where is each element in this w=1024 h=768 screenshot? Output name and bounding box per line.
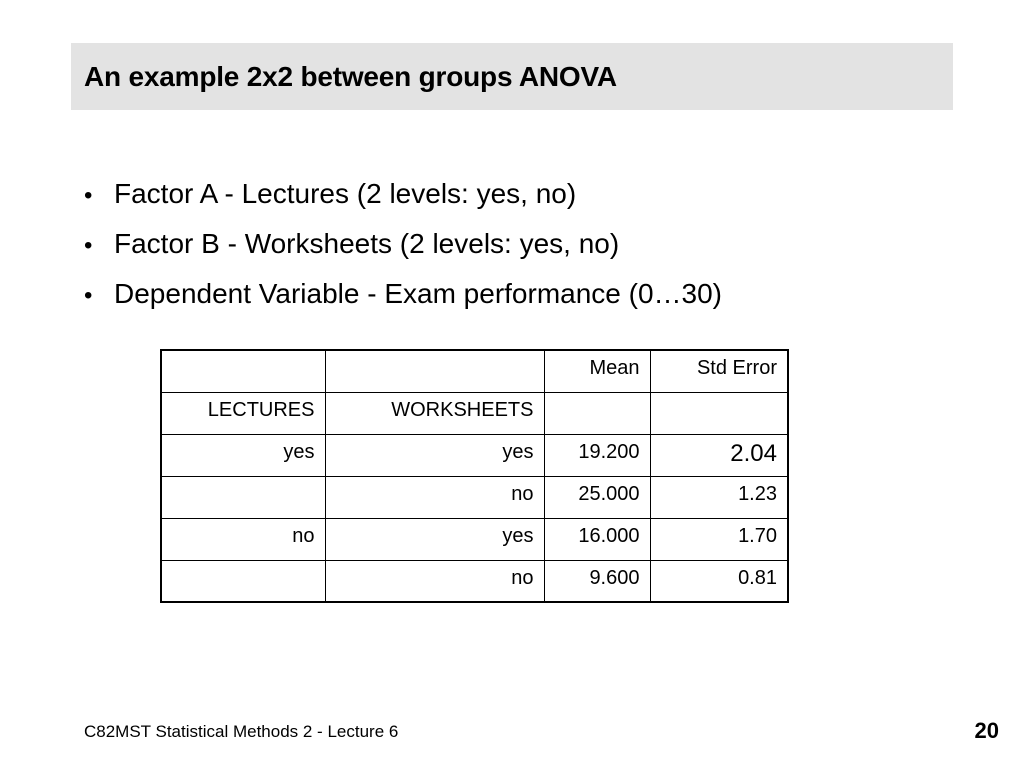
- column-header-std-error: Std Error: [650, 350, 788, 392]
- title-bar: [71, 43, 953, 110]
- bullet-icon: •: [84, 182, 93, 209]
- bullet-text: Dependent Variable - Exam performance (0…30): [114, 278, 723, 309]
- table-cell: yes: [325, 434, 544, 476]
- table-label-row: [161, 392, 788, 434]
- table-cell: 16.000: [544, 518, 650, 560]
- bullet-item: [84, 171, 722, 221]
- table-cell: 25.000: [544, 476, 650, 518]
- table-cell: 0.81: [650, 560, 788, 602]
- table-cell: 1.70: [650, 518, 788, 560]
- table-row: [161, 434, 788, 476]
- table-cell: 2.04: [650, 434, 788, 476]
- table-cell: [650, 392, 788, 434]
- table-row: [161, 518, 788, 560]
- bullet-item: [84, 221, 722, 271]
- bullet-list: [84, 171, 722, 321]
- table-cell: yes: [161, 434, 325, 476]
- table-cell: [544, 392, 650, 434]
- bullet-icon: •: [84, 282, 93, 309]
- table-header-row: [161, 350, 788, 392]
- table-cell: no: [325, 560, 544, 602]
- column-header-mean: Mean: [544, 350, 650, 392]
- bullet-text: Factor A - Lectures (2 levels: yes, no): [114, 178, 577, 209]
- table-cell: no: [325, 476, 544, 518]
- table-cell: 9.600: [544, 560, 650, 602]
- anova-table-wrapper: [160, 349, 789, 603]
- column-header-lectures: LECTURES: [161, 392, 325, 434]
- table-cell: 1.23: [650, 476, 788, 518]
- column-header-worksheets: WORKSHEETS: [325, 392, 544, 434]
- table-cell: 19.200: [544, 434, 650, 476]
- table-row: [161, 560, 788, 602]
- table-cell: [161, 476, 325, 518]
- table-cell: no: [161, 518, 325, 560]
- table-cell: [161, 350, 325, 392]
- anova-table: [160, 349, 789, 603]
- table-cell: yes: [325, 518, 544, 560]
- table-row: [161, 476, 788, 518]
- slide-title: An example 2x2 between groups ANOVA: [84, 60, 617, 92]
- bullet-item: [84, 271, 722, 321]
- table-cell: [325, 350, 544, 392]
- table-cell: [161, 560, 325, 602]
- bullet-icon: •: [84, 232, 93, 259]
- bullet-text: Factor B - Worksheets (2 levels: yes, no): [114, 228, 620, 259]
- footer-course-label: C82MST Statistical Methods 2 - Lecture 6: [84, 722, 399, 741]
- page-number: 20: [974, 718, 999, 743]
